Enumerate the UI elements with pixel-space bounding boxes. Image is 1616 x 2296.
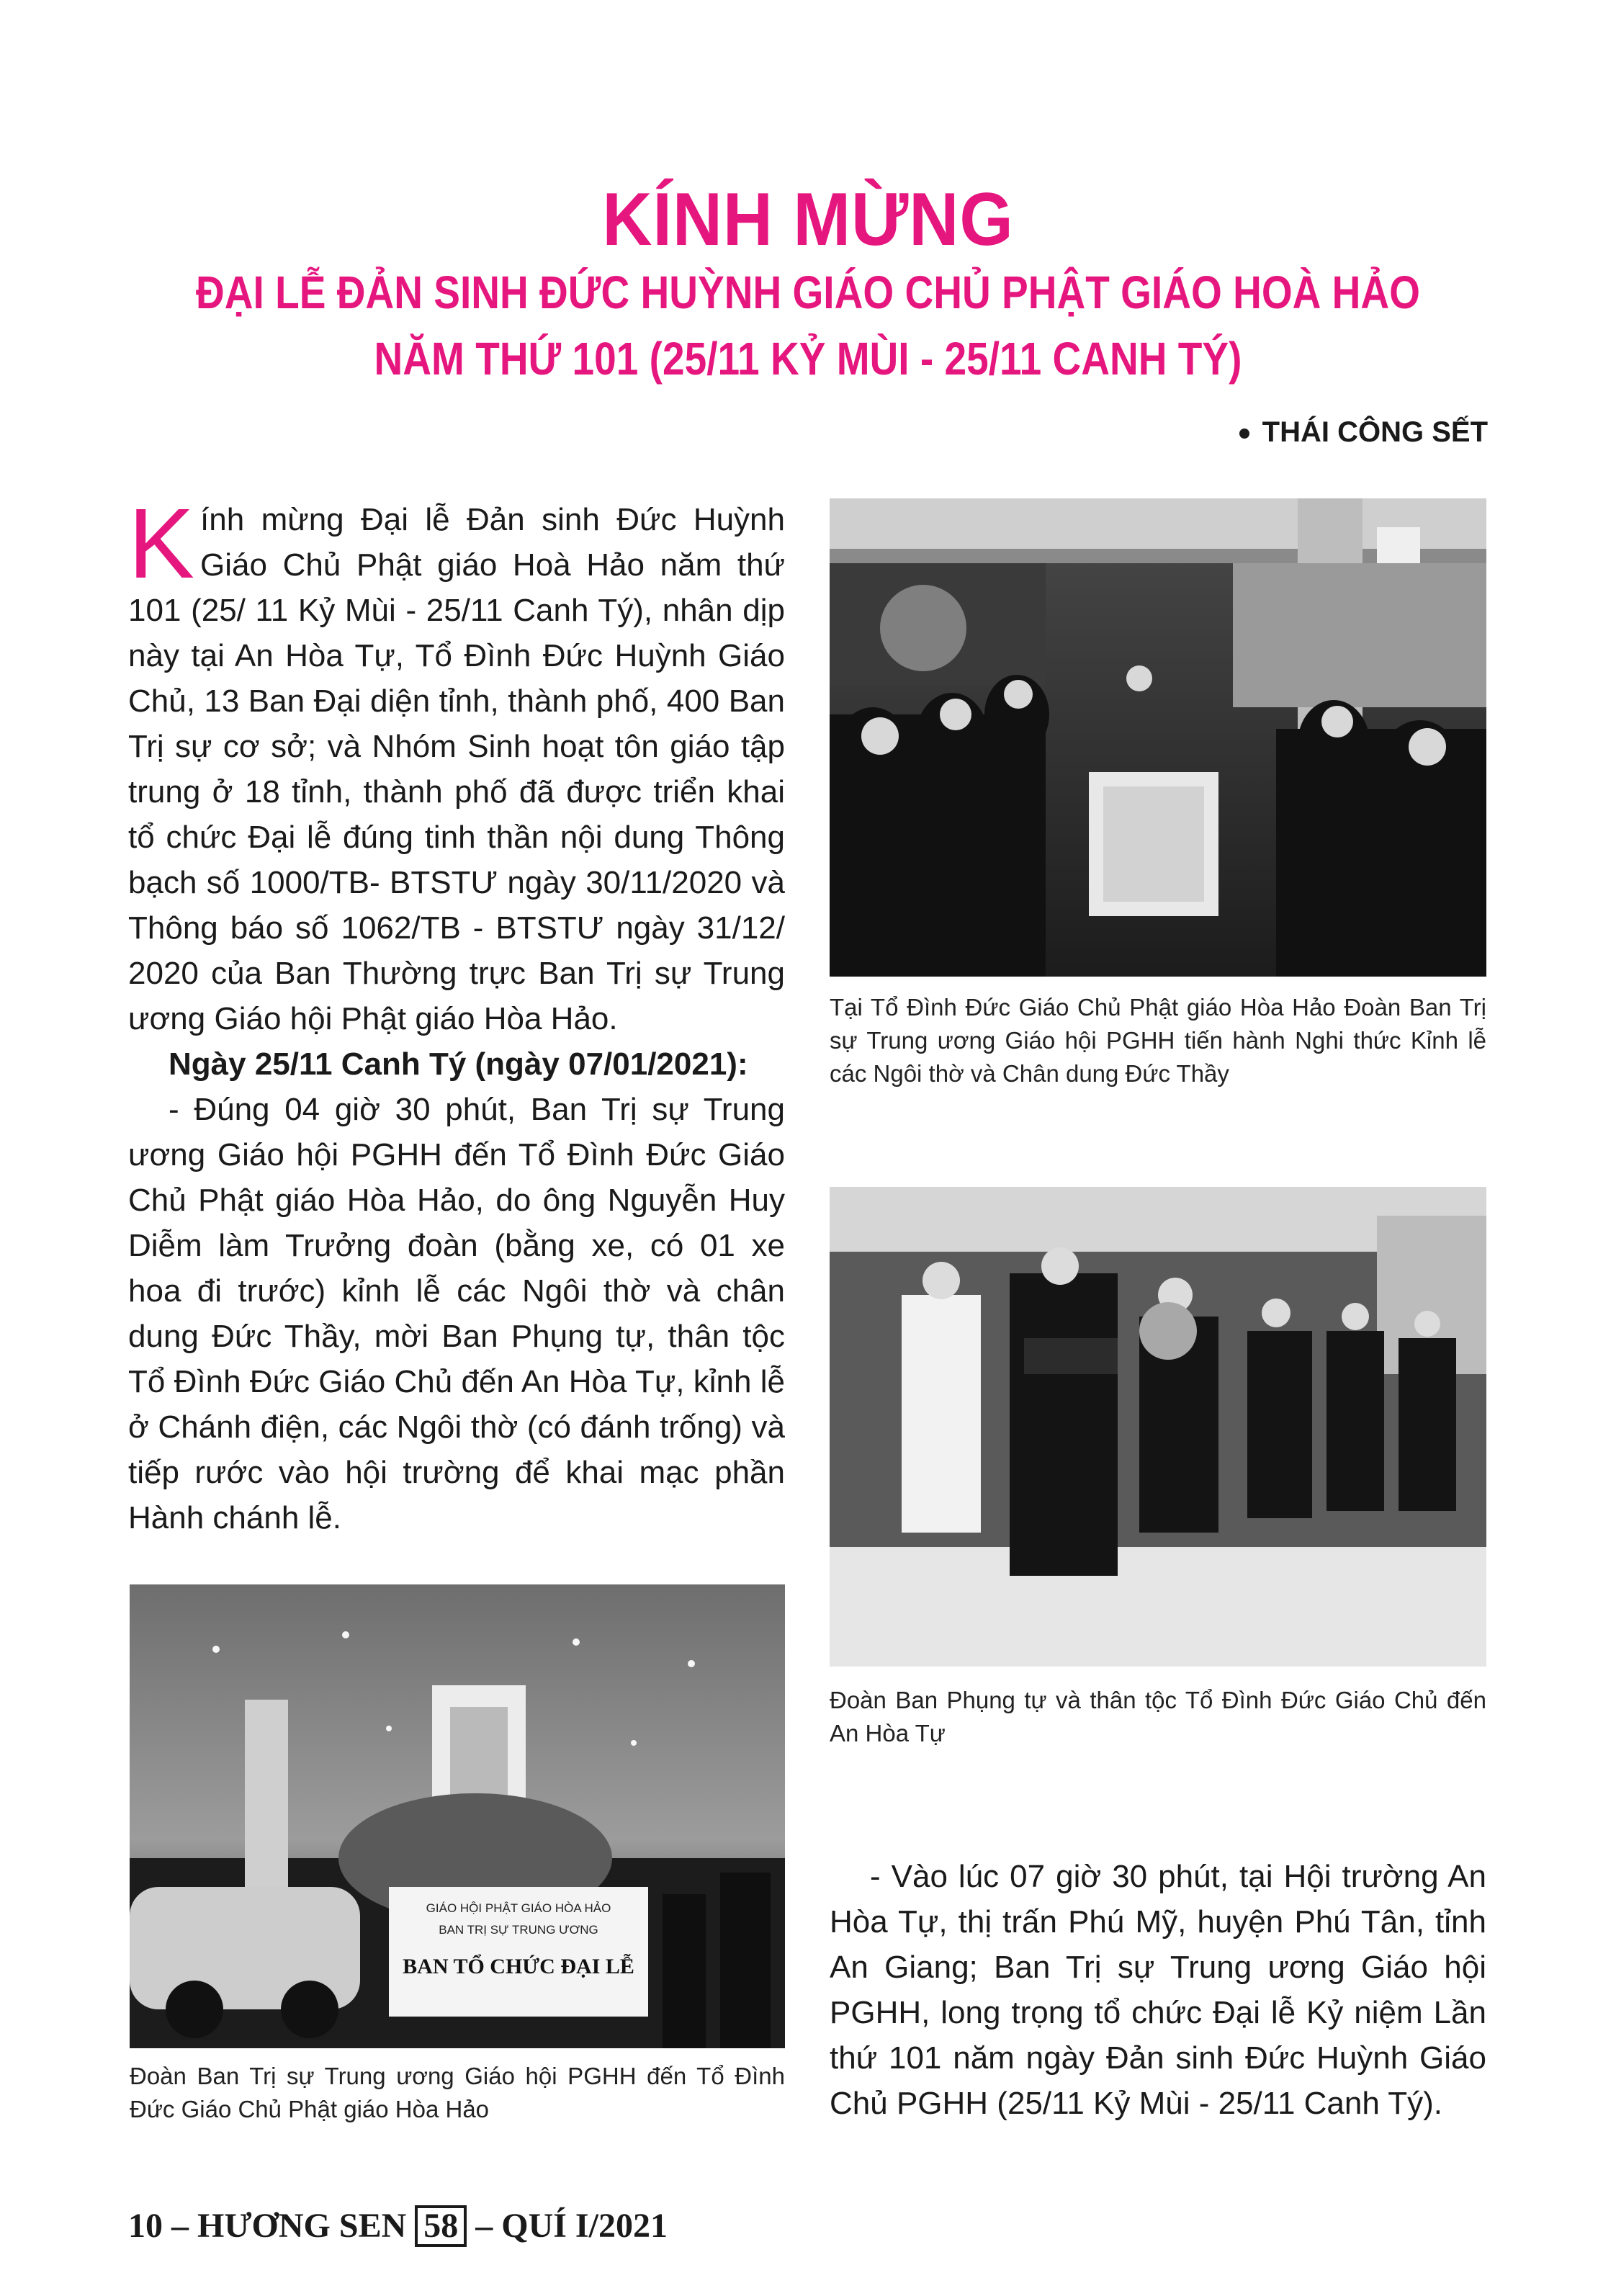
date-subheading: Ngày 25/11 Canh Tý (ngày 07/01/2021): <box>169 1046 748 1082</box>
paragraph-2: - Đúng 04 giờ 30 phút, Ban Trị sự Trung ương Giáo hội PGHH đến Tổ Đình Đức Giáo Chủ Phật giáo Hòa Hảo, do ông Nguyễn Huy Diễm làm Trưởng đoàn (bằng xe, có 01 xe hoa đi trước) kỉnh lễ các Ngôi thờ và chân dung Đức Thầy, mời Ban Phụng tự, thân tộc Tổ Đình Đức Giáo Chủ đến An Hòa Tự, kỉnh lễ ở Chánh điện, các Ngôi thờ (có đánh trống) và tiếp rước vào hội trường để khai mạc phần Hành chánh lễ. <box>128 1092 785 1535</box>
article-title-block <box>0 180 1616 392</box>
photo1-caption: Tại Tổ Đình Đức Giáo Chủ Phật giáo Hòa Hảo Đoàn Ban Trị sự Trung ương Giáo hội PGHH tiến hành Nghi thức Kỉnh lễ các Ngôi thờ và Chân dung Đức Thầy <box>830 994 1486 1087</box>
magazine-name: HƯƠNG SEN <box>197 2207 407 2245</box>
bullet-icon <box>1239 429 1249 439</box>
issue-quarter: QUÍ I/2021 <box>501 2207 668 2245</box>
photo-ceremony-hall <box>830 498 1486 977</box>
intro-paragraph <box>128 488 785 1041</box>
ceremony-hall-illustration <box>830 498 1486 977</box>
footer-dash-2: – <box>475 2207 493 2245</box>
page-footer <box>128 2205 668 2247</box>
photo-flower-float <box>130 1584 785 2048</box>
right-text-column <box>830 1854 1486 2126</box>
issue-number: 58 <box>415 2205 467 2247</box>
photo3-caption: Đoàn Ban Trị sự Trung ương Giáo hội PGHH đến Tổ Đình Đức Giáo Chủ Phật giáo Hòa Hảo <box>130 2063 785 2122</box>
footer-dash-1: – <box>171 2207 189 2245</box>
article-title-line2: ĐẠI LỄ ĐẢN SINH ĐỨC HUỲNH GIÁO CHỦ PHẬT GIÁO HOÀ HẢO <box>196 266 1420 318</box>
drop-cap: K <box>128 488 195 599</box>
float-sign-line1: GIÁO HỘI PHẬT GIÁO HÒA HẢO <box>426 1901 611 1915</box>
procession-illustration <box>830 1187 1486 1667</box>
intro-paragraph-text: ính mừng Đại lễ Đản sinh Đức Huỳnh Giáo Chủ Phật giáo Hoà Hảo năm thứ 101 (25/ 11 Kỷ Mùi - 25/11 Canh Tý), nhân dịp này tại An Hòa Tự, Tổ Đình Đức Huỳnh Giáo Chủ, 13 Ban Đại diện tỉnh, thành phố, 400 Ban Trị sự cơ sở; và Nhóm Sinh hoạt tôn giáo tập trung ở 18 tỉnh, thành phố đã được triển khai tổ chức Đại lễ đúng tinh thần nội dung Thông bạch số 1000/TB- BTSTƯ ngày 30/11/2020 và Thông báo số 1062/TB - BTSTƯ ngày 31/12/ 2020 của Ban Thường trực Ban Trị sự Trung ương Giáo hội Phật giáo Hòa Hảo. <box>128 502 785 1036</box>
paragraph-3: - Vào lúc 07 giờ 30 phút, tại Hội trường An Hòa Tự, thị trấn Phú Mỹ, huyện Phú Tân, tỉnh An Giang; Ban Trị sự Trung ương Giáo hội PGHH, long trọng tổ chức Đại lễ Kỷ niệm Lần thứ 101 năm ngày Đản sinh Đức Huỳnh Giáo Chủ PGHH (25/11 Kỷ Mùi - 25/11 Canh Tý). <box>830 1859 1486 2121</box>
left-text-column <box>128 488 785 1541</box>
author-byline <box>1239 416 1488 449</box>
author-name: THÁI CÔNG SẾT <box>1262 416 1488 448</box>
photo-procession <box>830 1187 1486 1667</box>
article-title-main: KÍNH MỪNG <box>602 178 1014 261</box>
photo2-caption: Đoàn Ban Phụng tự và thân tộc Tổ Đình Đức Giáo Chủ đến An Hòa Tự <box>830 1687 1486 1746</box>
page-number: 10 <box>128 2207 163 2245</box>
article-title-line3: NĂM THỨ 101 (25/11 KỶ MÙI - 25/11 CANH TÝ) <box>374 333 1242 385</box>
float-sign-line3: BAN TỔ CHỨC ĐẠI LỄ <box>403 1955 634 1978</box>
flower-float-illustration <box>130 1584 785 2048</box>
float-sign-line2: BAN TRỊ SỰ TRUNG ƯƠNG <box>439 1923 598 1937</box>
